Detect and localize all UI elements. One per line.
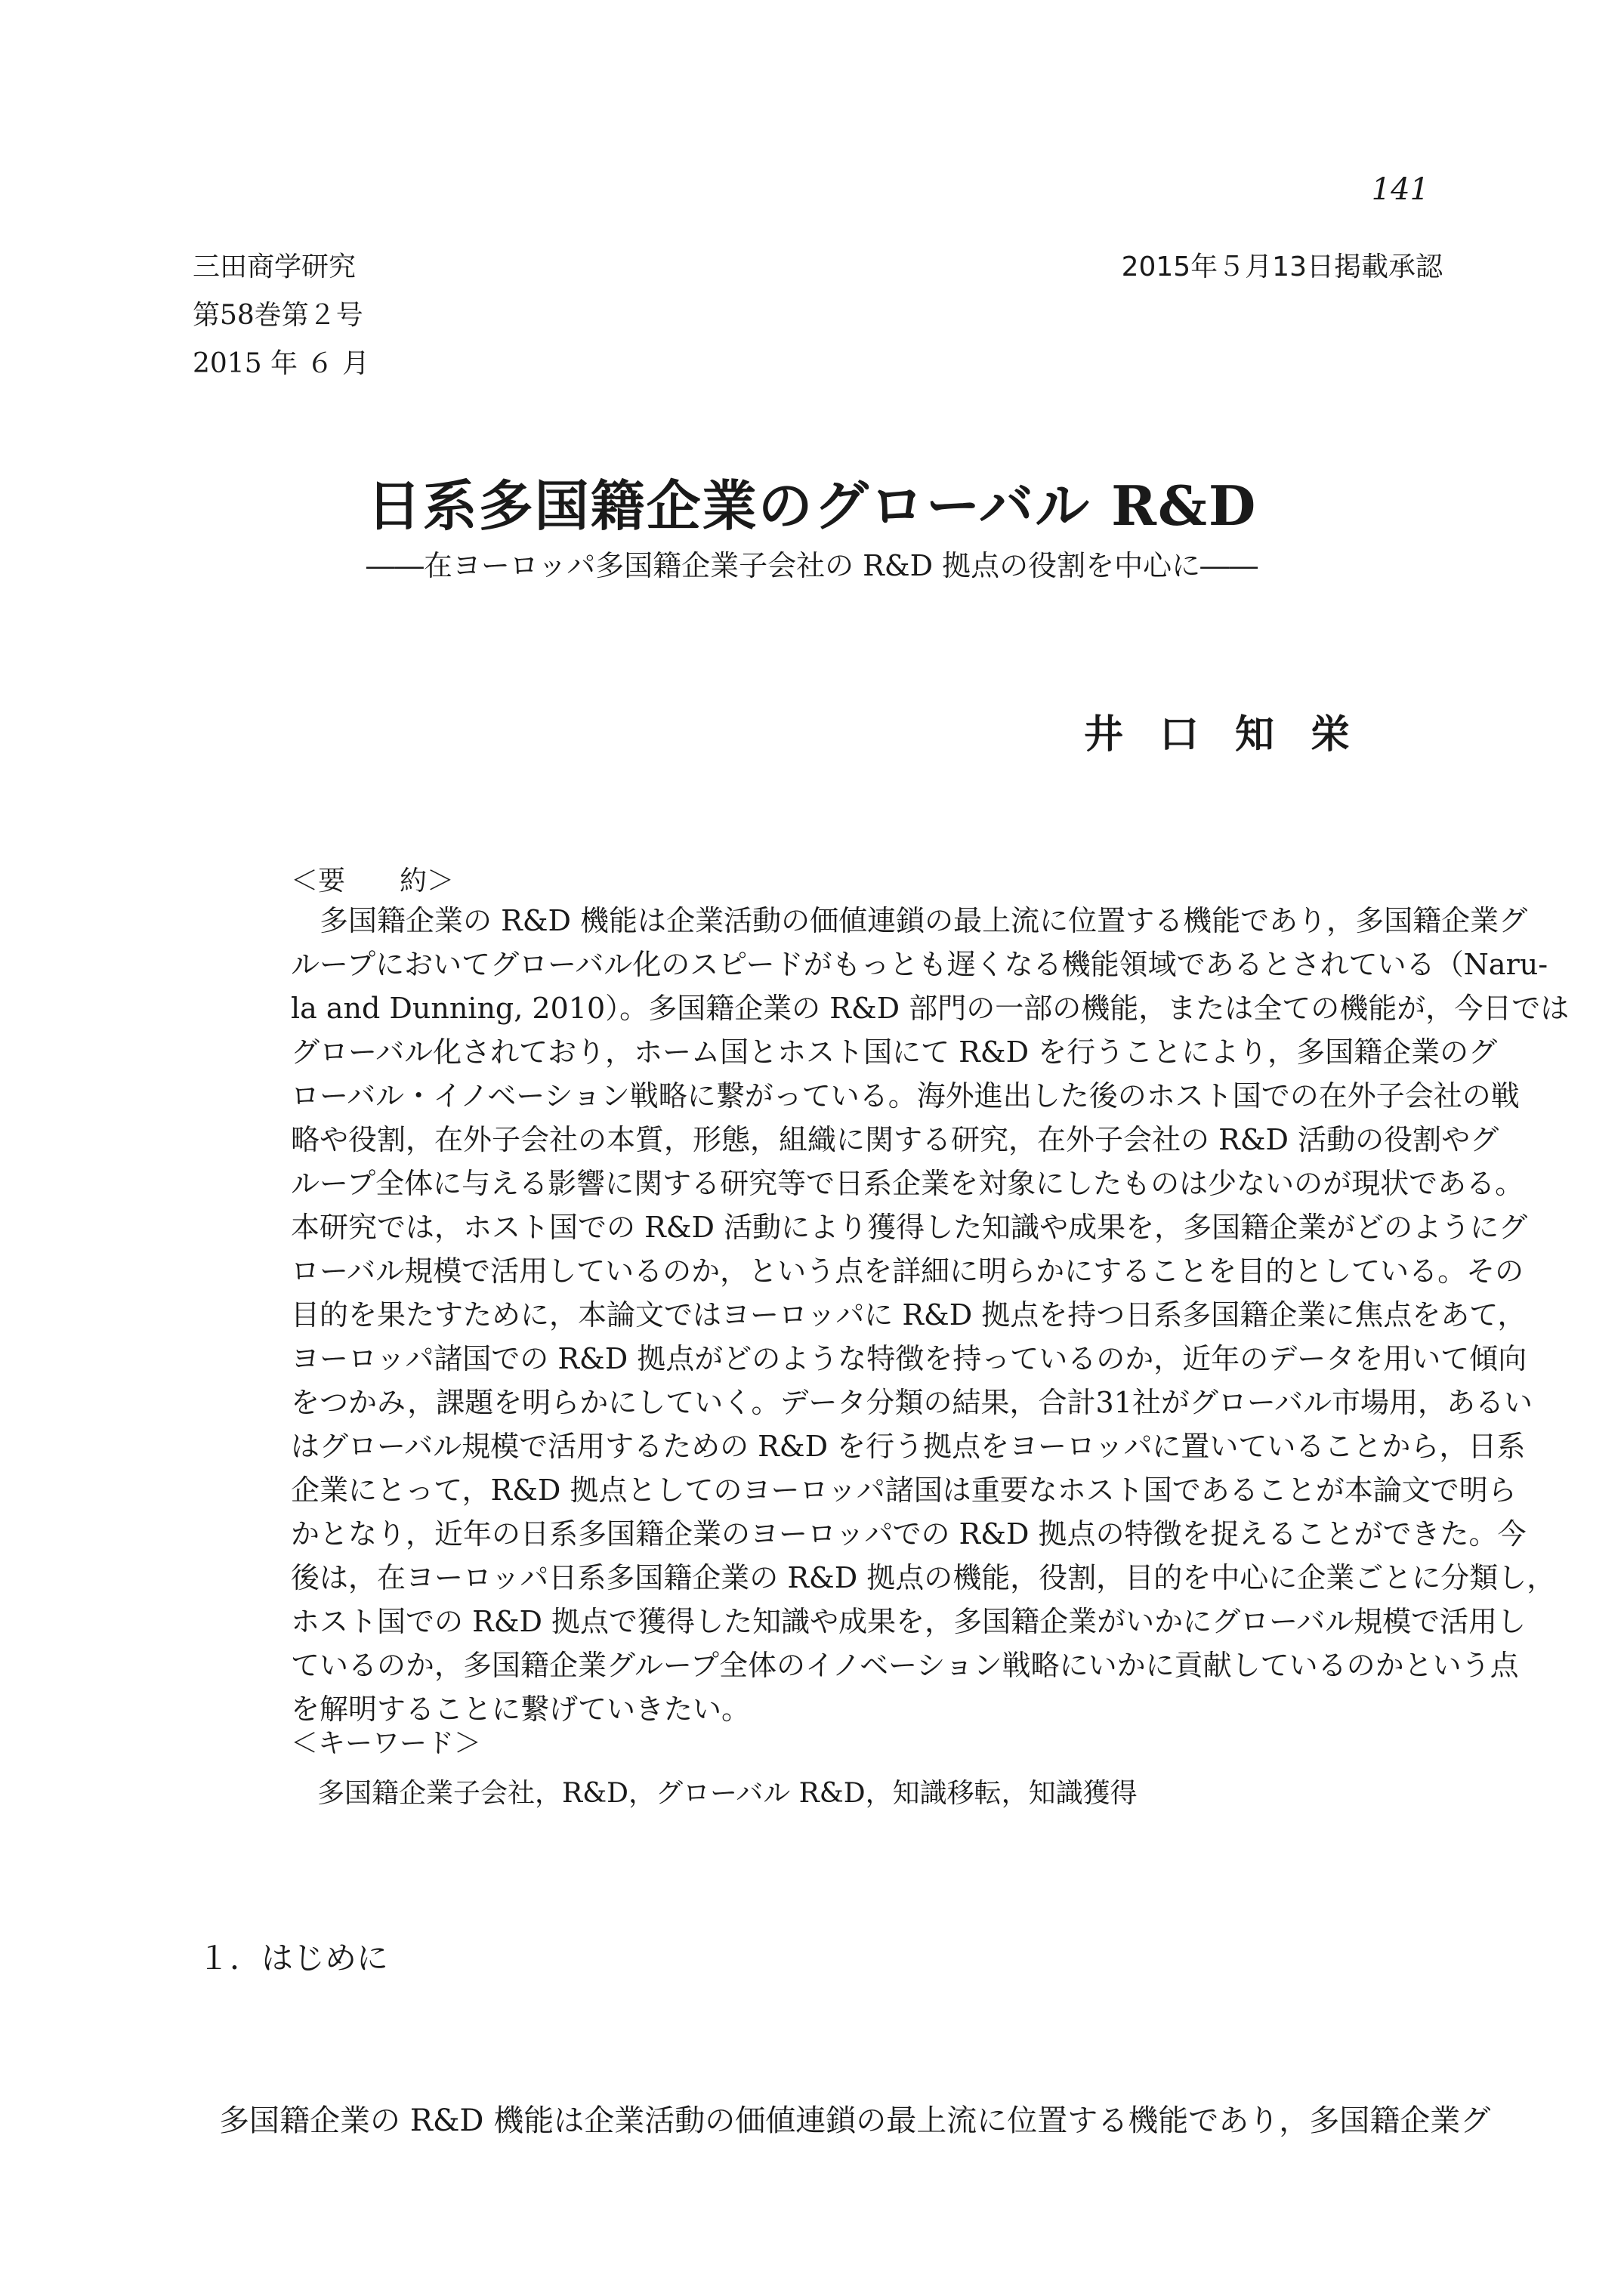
abstract-line: ているのか，多国籍企業グループ全体のイノベーション戦略にいかに貢献しているのかという点 [291, 1649, 1519, 1682]
abstract-line: la and Dunning, 2010）。多国籍企業の R&D 部門の一部の機能，または全ての機能が，今日では [291, 992, 1570, 1025]
abstract-line: 本研究では，ホスト国での R&D 活動により獲得した知識や成果を，多国籍企業がどのようにグ [291, 1211, 1528, 1244]
abstract-line: 後は，在ヨーロッパ日系多国籍企業の R&D 拠点の機能，役割，目的を中心に企業ごとに分類し， [291, 1561, 1556, 1594]
paper-title: 日系多国籍企業のグローバル R&D [366, 474, 1258, 538]
journal-name: 三田商学研究 [193, 252, 357, 282]
abstract-line: ホスト国での R&D 拠点で獲得した知識や成果を，多国籍企業がいかにグローバル規模で活用し [291, 1605, 1527, 1638]
author-name: 井口知栄 [1083, 711, 1386, 758]
abstract-line: はグローバル規模で活用するための R&D を行う拠点をヨーロッパに置いていることから，日系 [291, 1430, 1526, 1463]
journal-info [193, 243, 369, 388]
abstract-line: ループ全体に与える影響に関する研究等で日系企業を対象にしたものは少ないのが現状である。 [291, 1167, 1524, 1200]
approval-date: 2015年５月13日掲載承認 [1121, 252, 1443, 282]
abstract-line: グローバル化されており，ホーム国とホスト国にて R&D を行うことにより，多国籍企業のグ [291, 1035, 1498, 1069]
abstract-line: 目的を果たすために，本論文ではヨーロッパに R&D 拠点を持つ日系多国籍企業に焦点をあて， [291, 1298, 1527, 1332]
keywords-list: 多国籍企業子会社，R&D，グローバル R&D，知識移転，知識獲得 [317, 1778, 1138, 1809]
abstract-body [291, 899, 1570, 1731]
abstract-line: ローバル規模で活用しているのか，という点を詳細に明らかにすることを目的としている。その [291, 1255, 1524, 1288]
abstract-line: 略や役割，在外子会社の本質，形態，組織に関する研究，在外子会社の R&D 活動の役割やグ [291, 1123, 1499, 1156]
section-first-line: 多国籍企業の R&D 機能は企業活動の価値連鎖の最上流に位置する機能であり，多国籍企業グ [219, 2103, 1491, 2138]
abstract-line: ローバル・イノベーション戦略に繋がっている。海外進出した後のホスト国での在外子会社の戦 [291, 1079, 1520, 1113]
abstract-line: 企業にとって，R&D 拠点としてのヨーロッパ諸国は重要なホスト国であることが本論文で明ら [291, 1474, 1517, 1507]
paper-subtitle: ――在ヨーロッパ多国籍企業子会社の R&D 拠点の役割を中心に―― [366, 549, 1258, 582]
abstract-line: かとなり，近年の日系多国籍企業のヨーロッパでの R&D 拠点の特徴を捉えることができた。今 [291, 1517, 1527, 1551]
journal-volume: 第58巻第２号 [193, 300, 363, 331]
journal-date: 2015 年 ６ 月 [193, 348, 369, 379]
abstract-line: 多国籍企業の R&D 機能は企業活動の価値連鎖の最上流に位置する機能であり，多国籍企業グ [320, 904, 1528, 937]
page-number: 141 [1371, 172, 1429, 207]
abstract-line: ヨーロッパ諸国での R&D 拠点がどのような特徴を持っているのか，近年のデータを用いて傾向 [291, 1342, 1527, 1375]
abstract-line: を解明することに繋げていきたい。 [291, 1693, 751, 1726]
abstract-line: をつかみ，課題を明らかにしていく。データ分類の結果，合計31社がグローバル市場用，あるい [291, 1386, 1533, 1419]
section-heading: １．はじめに [198, 1940, 389, 1977]
abstract-heading: ＜要 約＞ [291, 866, 455, 897]
abstract-line: ループにおいてグローバル化のスピードがもっとも遅くなる機能領域であるとされている（Naru- [291, 948, 1548, 981]
keywords-heading: ＜キーワード＞ [291, 1728, 482, 1759]
